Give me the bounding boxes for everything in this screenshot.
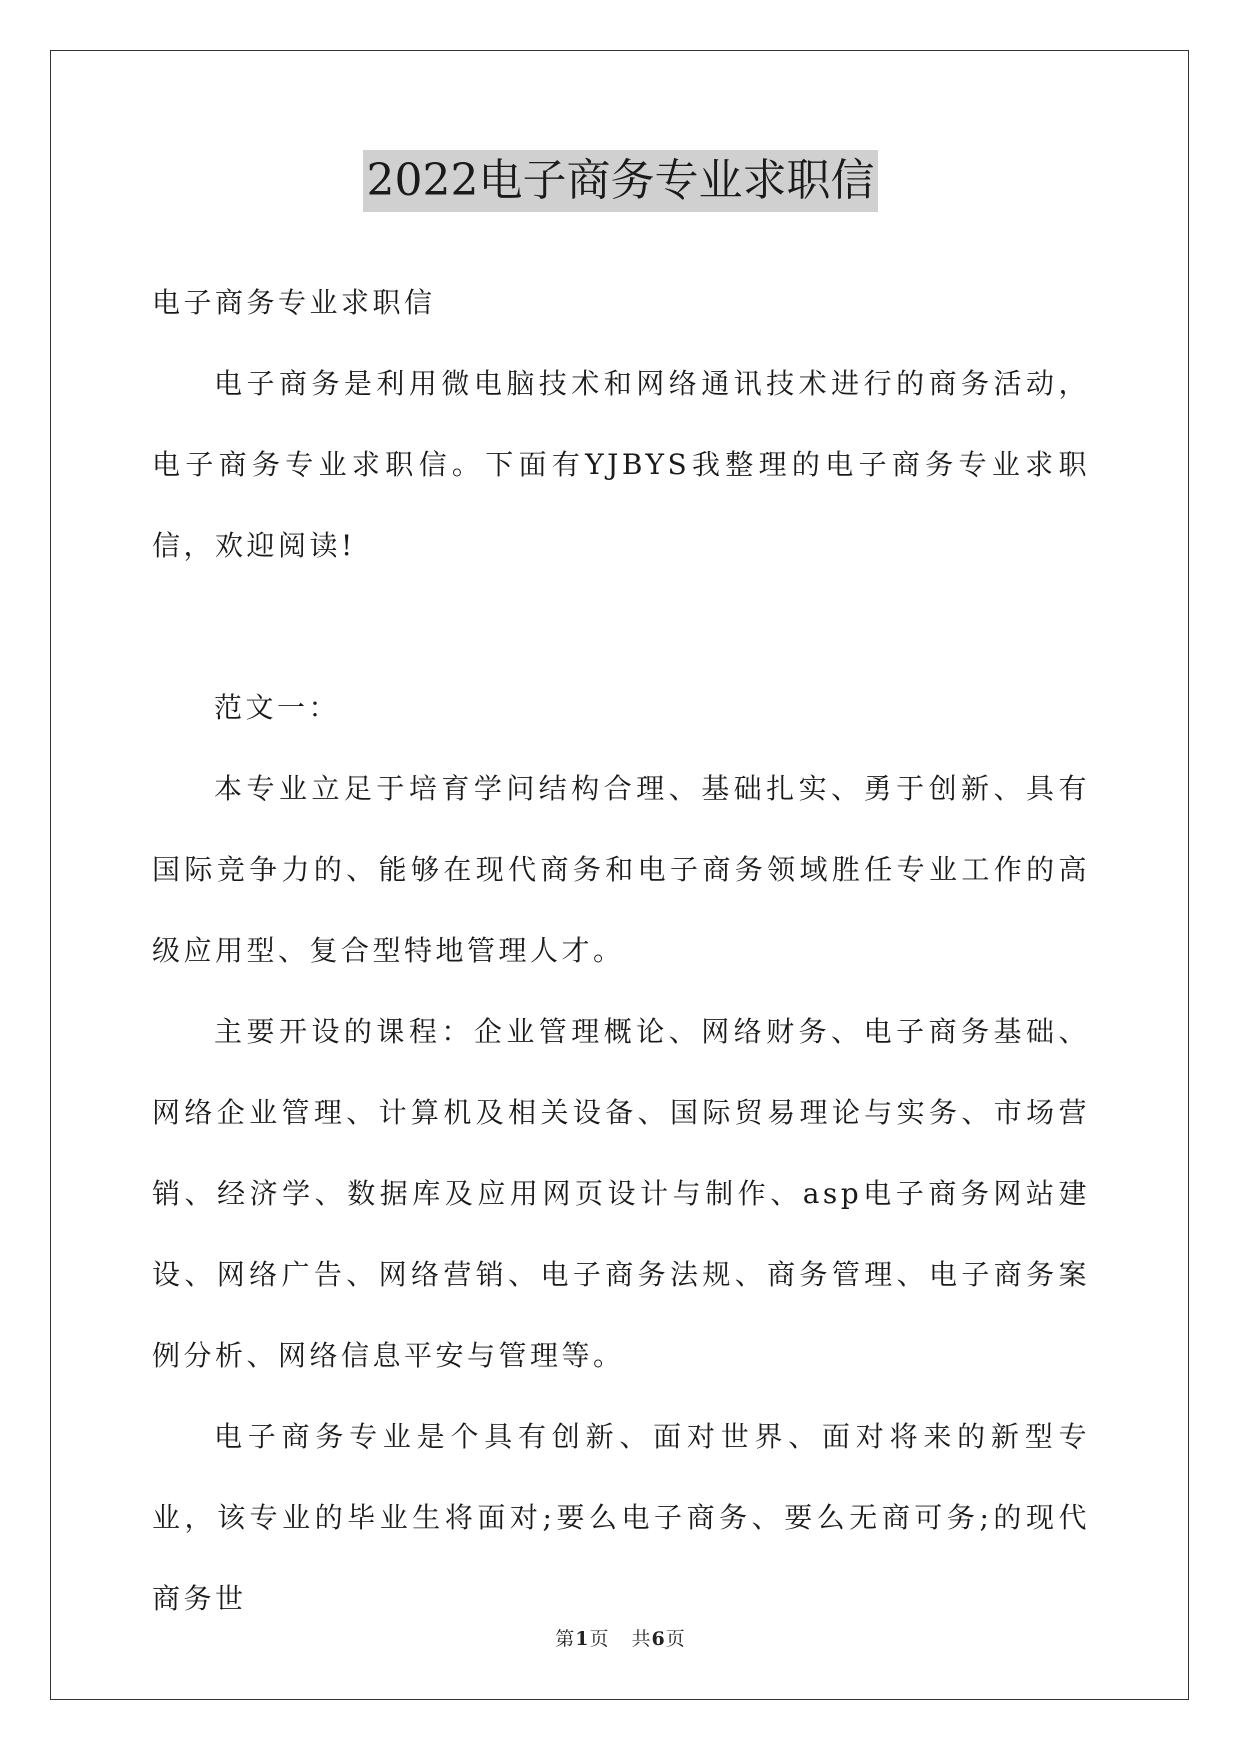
courses-paragraph: 主要开设的课程：企业管理概论、网络财务、电子商务基础、网络企业管理、计算机及相关设备、国际贸易理论与实务、市场营销、经济学、数据库及应用网页设计与制作、asp电子商务网站建设、网络广告、网络营销、电子商务法规、商务管理、电子商务案例分析、网络信息平安与管理等。 [152,1015,1090,1372]
body-paragraph: 本专业立足于培育学问结构合理、基础扎实、勇于创新、具有国际竞争力的、能够在现代商务和电子商务领域胜任专业工作的高级应用型、复合型特地管理人才。 [152,772,1090,967]
blank-line [152,586,1090,667]
title-container [0,150,1241,212]
footer-total-pages: 6 [651,1628,666,1650]
document-subtitle: 电子商务专业求职信 [152,286,436,319]
footer-total-suffix: 页 [665,1628,686,1650]
footer-page-number: 1 [575,1628,590,1650]
document-body [152,262,1090,1639]
intro-paragraph: 电子商务是利用微电脑技术和网络通讯技术进行的商务活动，电子商务专业求职信。下面有YJBYS我整理的电子商务专业求职信，欢迎阅读! [152,367,1090,562]
footer-page-suffix: 页 [589,1628,610,1650]
footer-total-prefix: 共 [631,1628,652,1650]
section-heading: 范文一： [214,691,341,724]
body-paragraph: 电子商务专业是个具有创新、面对世界、面对将来的新型专业，该专业的毕业生将面对;要么电子商务、要么无商可务;的现代商务世 [152,1420,1090,1615]
document-title: 2022电子商务专业求职信 [363,150,879,212]
footer-page-prefix: 第 [555,1628,576,1650]
page-footer [0,1624,1241,1651]
